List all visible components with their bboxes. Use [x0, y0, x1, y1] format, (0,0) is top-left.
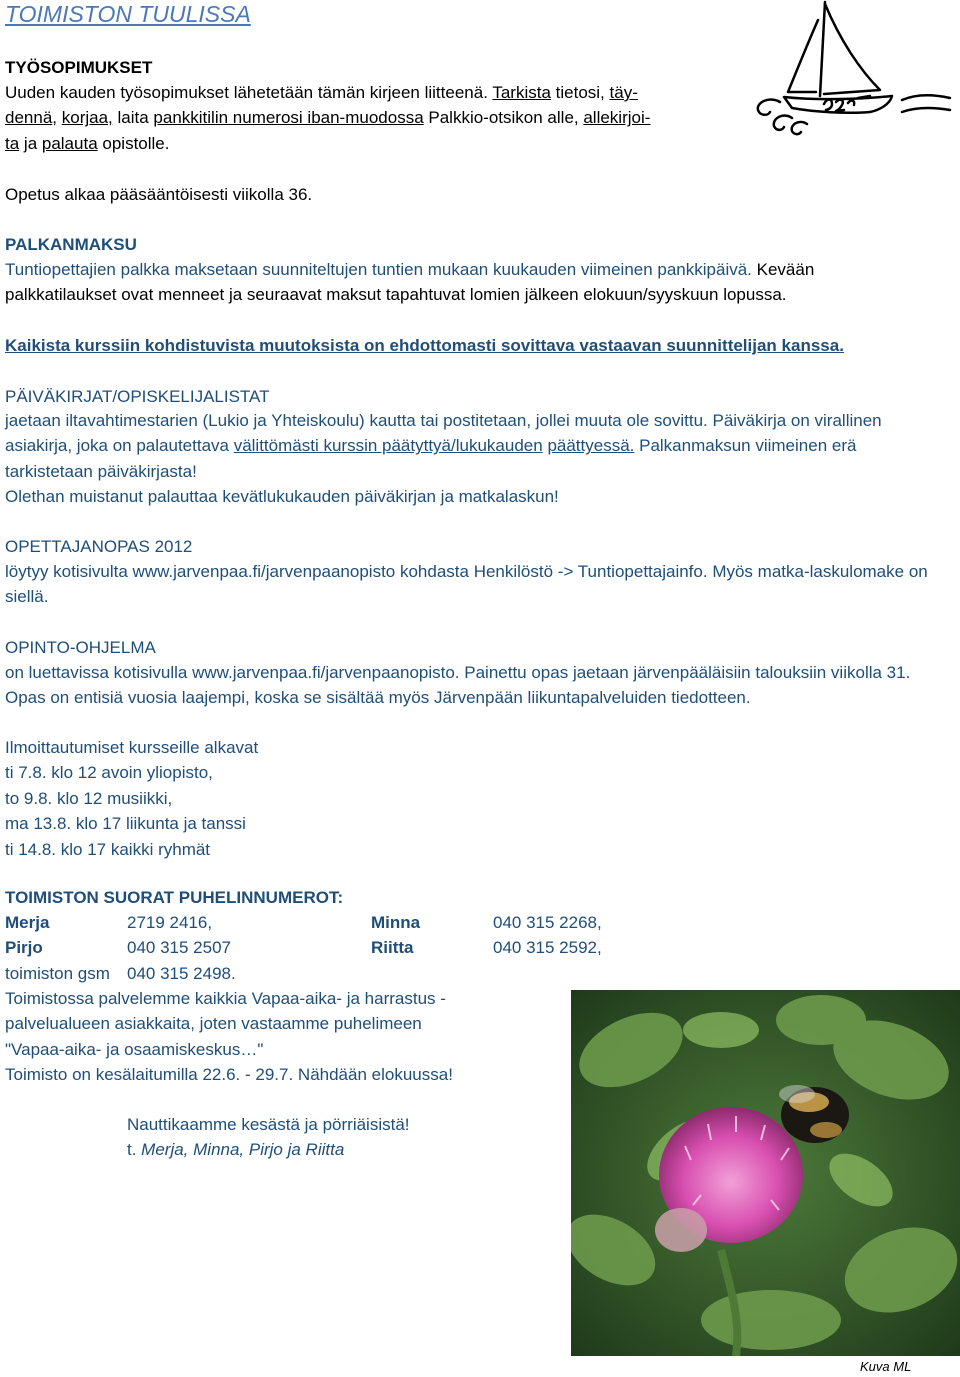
heading-paivakirjat: PÄIVÄKIRJAT/OPISKELIJALISTAT: [5, 387, 270, 406]
list-item: ti 14.8. klo 17 kaikki ryhmät: [5, 839, 211, 859]
phone-name: Pirjo: [5, 938, 43, 958]
phone-number: 040 315 2592,: [493, 938, 602, 958]
phone-name: Minna: [371, 913, 421, 932]
opetus-text: Opetus alkaa pääsääntöisesti viikolla 36.: [5, 185, 313, 204]
muutokset-notice: Kaikista kurssiin kohdistuvista muutoksista on ehdottomasti sovittava vastaavan suunnittelijan kanssa.: [5, 336, 844, 355]
list-item: ti 7.8. klo 12 avoin yliopisto,: [5, 763, 213, 783]
phone-name: Merja: [5, 913, 50, 932]
signoff: [127, 1112, 410, 1163]
signoff-names: t. Merja, Minna, Pirjo ja Riitta: [127, 1140, 345, 1160]
paivakirjat-text: jaetaan iltavahtimestarien (Lukio ja Yhteiskoulu) kautta tai postitetaan, jollei muuta ole sovittu. Päiväkirja on virallinen asiakirja, joka on palautettava välittömästi kurssin päätyttyä/lukukauden päättyessä. Palkanmaksun viimeinen erä tarkistetaan päiväkirjasta! Olethan muistanut palauttaa kevätlukukauden päiväkirjan ja matkalaskun!: [5, 411, 882, 507]
info-line: Toimistossa palvelemme kaikkia Vapaa-aika- ja harrastus -: [5, 989, 446, 1008]
signoff-line: Nauttikaamme kesästä ja pörriäisistä!: [127, 1115, 410, 1134]
link-pankkitili[interactable]: pankkitilin numerosi iban-muodossa: [153, 108, 424, 128]
link-tarkista[interactable]: Tarkista: [492, 83, 551, 102]
phone-number: 040 315 2268,: [493, 913, 602, 932]
clover-bee-photo: [571, 990, 960, 1356]
heading-palkanmaksu: PALKANMAKSU: [5, 235, 137, 254]
ilmoittautumiset-list: [5, 735, 930, 862]
page-title[interactable]: TOIMISTON TUULISSA: [5, 1, 251, 27]
table-row: [5, 935, 673, 960]
palkanmaksu-text: Tuntiopettajien palkka maksetaan suunniteltujen tuntien mukaan kuukauden viimeinen pankkipäivä. Kevään palkkatilaukset ovat menneet ja seuraavat maksut tapahtuvat lomien jälkeen elokuun/syyskuun lopussa.: [5, 260, 815, 305]
phone-number: 2719 2416,: [127, 913, 213, 932]
tyosopimukset-text: Uuden kauden työsopimukset lähetetään tämän kirjeen liitteenä. Tarkista tietosi, täy- dennä, korjaa, laita pankkitilin numerosi iban-muodossa Palkkio-otsikon alle, allekirjoi- ta ja palauta opistolle.: [5, 83, 651, 153]
ilmoittautumiset-heading: Ilmoittautumiset kursseille alkavat: [5, 738, 259, 757]
toimisto-info: [5, 986, 525, 1088]
heading-puhelinnumerot: TOIMISTON SUORAT PUHELINNUMEROT:: [5, 888, 344, 907]
heading-opettajanopas: OPETTAJANOPAS 2012: [5, 537, 193, 556]
heading-tyosopimukset: TYÖSOPIMUKSET: [5, 58, 153, 77]
info-line: palvelualueen asiakkaita, joten vastaamme puhelimeen: [5, 1014, 422, 1034]
table-row: [5, 910, 673, 935]
photo-credit: Kuva ML: [860, 1359, 912, 1374]
phone-number: 040 315 2507: [127, 938, 231, 958]
heading-opinto-ohjelma: OPINTO-OHJELMA: [5, 638, 156, 657]
link-korjaa[interactable]: korjaa,: [61, 108, 113, 128]
list-item: to 9.8. klo 12 musiikki,: [5, 788, 173, 808]
link-palauta[interactable]: palauta: [41, 133, 98, 153]
list-item: ma 13.8. klo 17 liikunta ja tanssi: [5, 814, 246, 834]
phone-table: [5, 910, 673, 986]
table-row: [5, 961, 673, 986]
gsm-number: 040 315 2498.: [127, 963, 236, 983]
phone-name: Riitta: [371, 938, 414, 958]
opettajanopas-text: löytyy kotisivulta www.jarvenpaa.fi/jarvenpaanopisto kohdasta Henkilöstö -> Tuntiopettajainfo. Myös matka-laskulomake on siellä.: [5, 562, 928, 607]
gsm-label: toimiston gsm: [5, 963, 110, 983]
info-line: "Vapaa-aika- ja osaamiskeskus…": [5, 1039, 264, 1059]
opinto-ohjelma-text: on luettavissa kotisivulla www.jarvenpaa.fi/jarvenpaanopisto. Painettu opas jaetaan järvenpääläisiin talouksiin viikolla 31. Opas on entisiä vuosia laajempi, koska se sisältää myös Järvenpään liikuntapalveluiden tiedotteen.: [5, 663, 911, 708]
info-line: Toimisto on kesälaitumilla 22.6. - 29.7. Nähdään elokuussa!: [5, 1065, 453, 1085]
